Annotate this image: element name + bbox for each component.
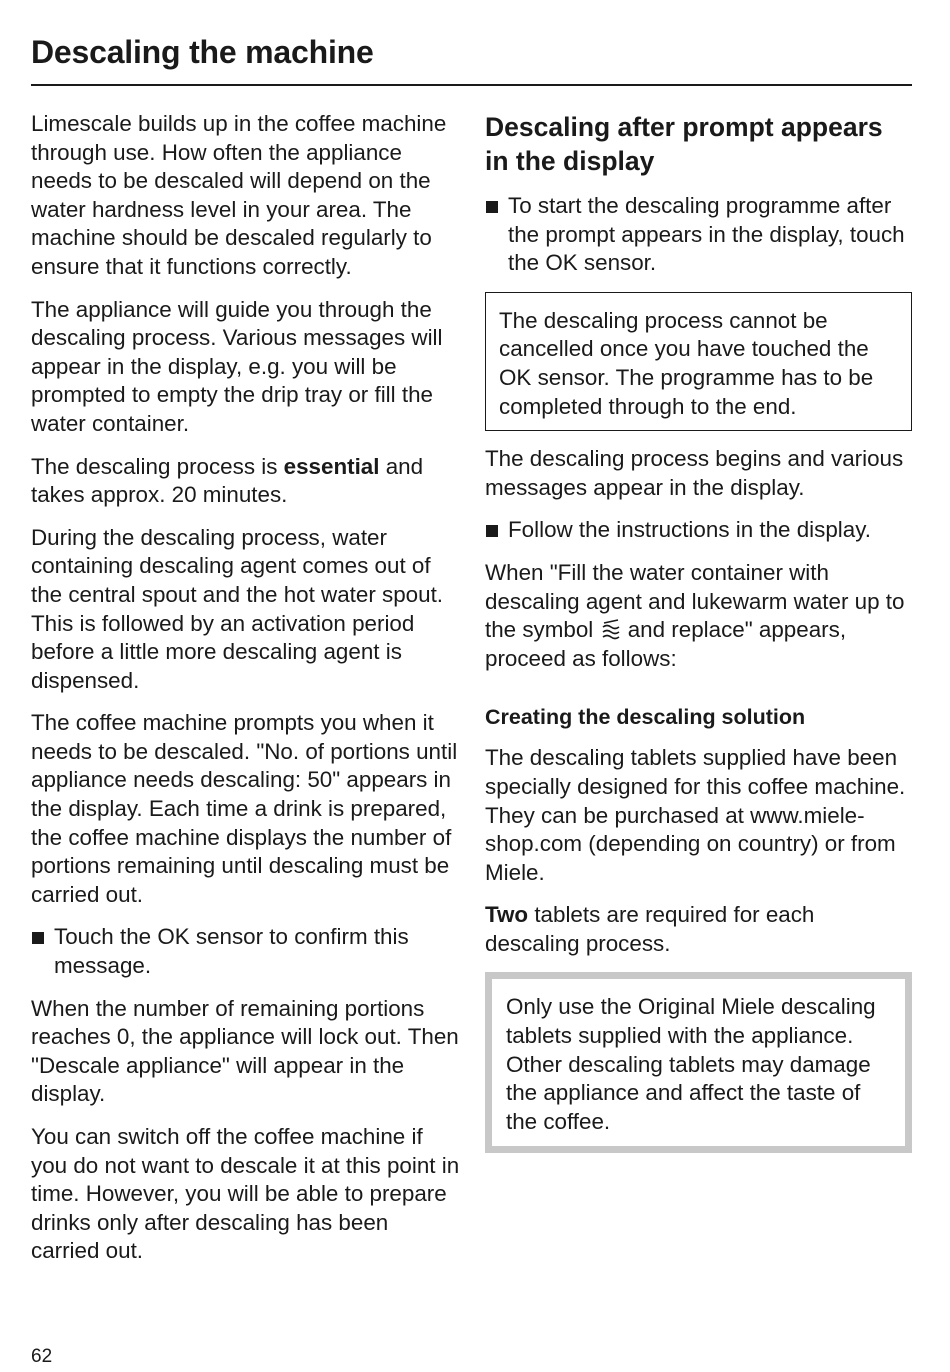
start-bullet-text: To start the descaling programme after the prompt appears in the display, touch the OK sensor.	[508, 193, 905, 276]
square-bullet-icon	[486, 201, 498, 213]
lockout-paragraph: When the number of remaining portions reaches 0, the appliance will lock out. Then "Descale appliance" will appear in the display.	[31, 995, 459, 1107]
two-bold: Two	[485, 902, 529, 928]
confirm-bullet	[31, 923, 461, 980]
guide-paragraph: The appliance will guide you through the descaling process. Various messages will appear in the display, e.g. you will be prompted to empty the drip tray or fill the water container.	[31, 296, 443, 436]
note-box	[485, 972, 912, 1153]
page-title: Descaling the machine	[31, 34, 374, 70]
essential-text-before: The descaling process is	[31, 453, 284, 479]
prompt-paragraph: The coffee machine prompts you when it needs to be descaled. "No. of portions until appliance needs descaling: 50" appears in the display. Each time a drink is prepared, the coffee machine displays the number of portions remaining until descaling must be carried out.	[31, 710, 458, 907]
tablets-paragraph: The descaling tablets supplied have been specially designed for this coffee machine. They can be purchased at www.miele-shop.com (depending on country) or from Miele.	[485, 745, 906, 885]
confirm-bullet-text: Touch the OK sensor to confirm this message.	[54, 924, 409, 979]
fill-text-before: When "Fill the water container with descaling agent and lukewarm water up to the symbol	[485, 559, 905, 643]
sub-heading: Creating the descaling solution	[485, 705, 806, 730]
begins-paragraph: The descaling process begins and various messages appear in the display.	[485, 446, 904, 500]
intro-paragraph: Limescale builds up in the coffee machine through use. How often the appliance needs to be descaled will depend on the water hardness level in your area. The machine should be descaled regularly to ensure that it functions correctly.	[31, 111, 447, 279]
square-bullet-icon	[32, 932, 44, 944]
note-text: Only use the Original Miele descaling tablets supplied with the appliance. Other descaling tablets may damage the appliance and affect the taste of the coffee.	[506, 994, 876, 1134]
descale-level-symbol-icon	[600, 618, 622, 640]
square-bullet-icon	[486, 525, 498, 537]
left-column	[31, 110, 461, 1280]
two-tablets-text: tablets are required for each descaling process.	[485, 902, 815, 956]
page-number: 62	[31, 1346, 53, 1367]
section-heading: Descaling after prompt appears in the display	[485, 112, 883, 176]
fill-paragraph	[485, 559, 912, 673]
essential-paragraph	[31, 453, 461, 510]
process-paragraph: During the descaling process, water containing descaling agent comes out of the central spout and the hot water spout. This is followed by an activation period before a little more descaling agent is dispensed.	[31, 524, 444, 693]
title-divider	[31, 84, 912, 86]
follow-bullet-text: Follow the instructions in the display.	[508, 517, 871, 543]
two-tablets-paragraph	[485, 901, 912, 958]
switch-off-paragraph: You can switch off the coffee machine if you do not want to descale it at this point in time. However, you will be able to prepare drinks only after descaling has been carried out.	[31, 1124, 460, 1264]
right-column	[485, 110, 912, 1153]
follow-bullet	[485, 516, 912, 545]
start-bullet	[485, 192, 912, 278]
essential-text-after: and takes approx. 20 minutes.	[31, 453, 424, 508]
essential-bold: essential	[283, 453, 380, 479]
fill-text-after: and replace" appears, proceed as follows:	[485, 617, 847, 671]
warning-box	[485, 292, 912, 431]
warning-text: The descaling process cannot be cancelled once you have touched the OK sensor. The programme has to be completed through to the end.	[499, 307, 874, 419]
